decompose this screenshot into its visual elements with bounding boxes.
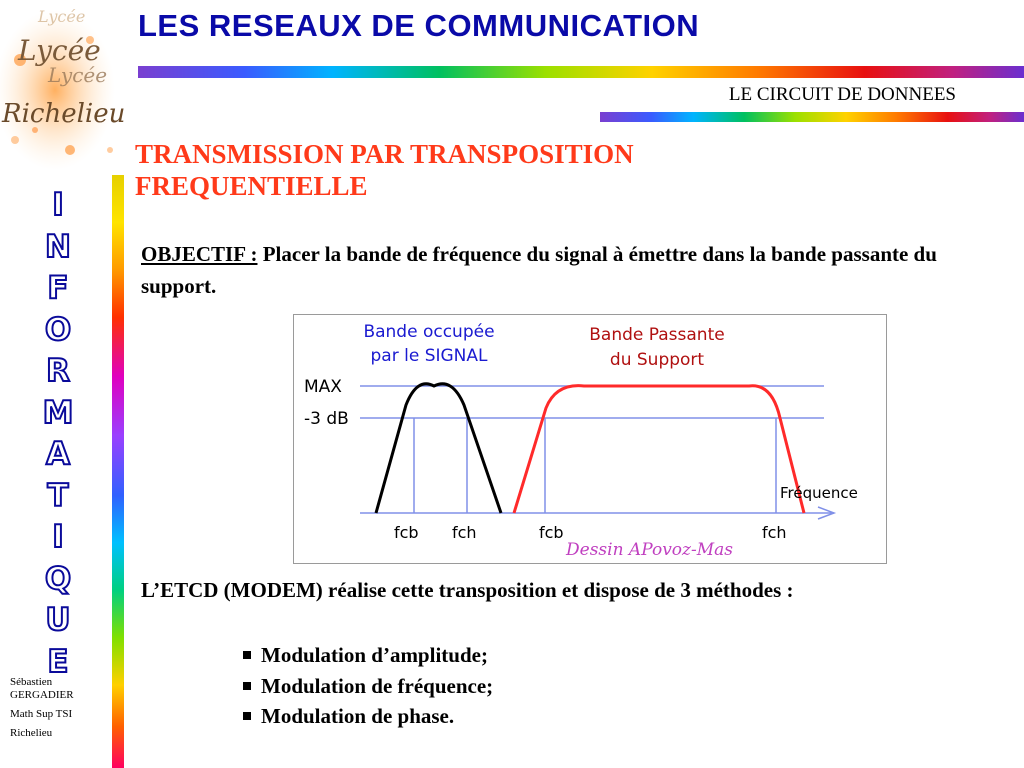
logo-text-2: Lycée	[18, 34, 101, 67]
objective-paragraph	[141, 238, 981, 302]
logo-text-1: Lycée	[38, 7, 86, 26]
author-last-name: GERGADIER	[10, 689, 74, 701]
author-name	[10, 676, 110, 702]
vertical-letter: N	[45, 228, 71, 265]
vertical-letter: I	[52, 187, 64, 223]
square-bullet-icon	[243, 651, 251, 659]
square-bullet-icon	[243, 712, 251, 720]
method-label: Modulation d’amplitude;	[261, 643, 488, 667]
logo-text-4: Richelieu	[2, 99, 126, 129]
rainbow-divider-vertical	[112, 175, 124, 768]
signal-band-curve	[376, 384, 501, 513]
fch-signal-label: fch	[452, 523, 477, 542]
methods-list	[243, 640, 493, 732]
signal-band-label-line1: Bande occupée	[363, 322, 495, 342]
fcb-support-label: fcb	[539, 523, 564, 542]
section-subtitle: LE CIRCUIT DE DONNEES	[728, 84, 956, 105]
support-band-label-line1: Bande Passante	[589, 325, 725, 345]
support-band-label-line2: du Support	[609, 350, 705, 370]
author-school: Richelieu	[10, 727, 53, 739]
rainbow-divider-top	[138, 66, 1024, 78]
vertical-letter: M	[42, 394, 74, 431]
vertical-letter: I	[52, 519, 64, 555]
author-block	[10, 676, 110, 746]
frequency-axis-label: Fréquence	[780, 484, 858, 502]
drawing-credit: Dessin APovoz-Mas	[566, 540, 733, 560]
vertical-letter: T	[47, 477, 69, 514]
logo-text-3: Lycée	[48, 63, 108, 87]
rainbow-divider-sub	[600, 112, 1024, 122]
vertical-letter: F	[47, 270, 69, 306]
author-first-name: Sébastien	[10, 676, 53, 688]
db-label: -3 dB	[304, 409, 349, 429]
vertical-letter: U	[45, 602, 71, 638]
objective-label: OBJECTIF :	[141, 242, 258, 266]
section-title: TRANSMISSION PAR TRANSPOSITION FREQUENTIELLE	[135, 139, 634, 201]
square-bullet-icon	[243, 682, 251, 690]
support-band-curve	[514, 386, 804, 513]
max-label: MAX	[304, 377, 342, 397]
lycee-richelieu-logo	[0, 0, 140, 175]
page-title: LES RESEAUX DE COMMUNICATION	[138, 8, 700, 43]
vertical-letter: R	[46, 353, 70, 389]
author-class: Math Sup TSI	[10, 708, 73, 720]
bandwidth-diagram	[293, 314, 887, 564]
list-item	[243, 640, 493, 671]
method-label: Modulation de fréquence;	[261, 673, 494, 698]
vertical-letter: O	[44, 311, 72, 348]
list-item	[243, 701, 493, 732]
vertical-letter: Q	[44, 560, 72, 597]
method-label: Modulation de phase.	[261, 704, 455, 728]
vertical-word-informatique	[30, 185, 86, 683]
fch-support-label: fch	[762, 523, 787, 542]
list-item	[243, 671, 493, 702]
etcd-description: L’ETCD (MODEM) réalise cette transposition et dispose de 3 méthodes :	[141, 578, 794, 602]
objective-text: Placer la bande de fréquence du signal à émettre dans la bande passante du support.	[141, 242, 937, 298]
vertical-letter: E	[47, 643, 69, 680]
fcb-signal-label: fcb	[394, 523, 419, 542]
signal-band-label-line2: par le SIGNAL	[370, 346, 488, 366]
vertical-letter: A	[46, 436, 70, 472]
